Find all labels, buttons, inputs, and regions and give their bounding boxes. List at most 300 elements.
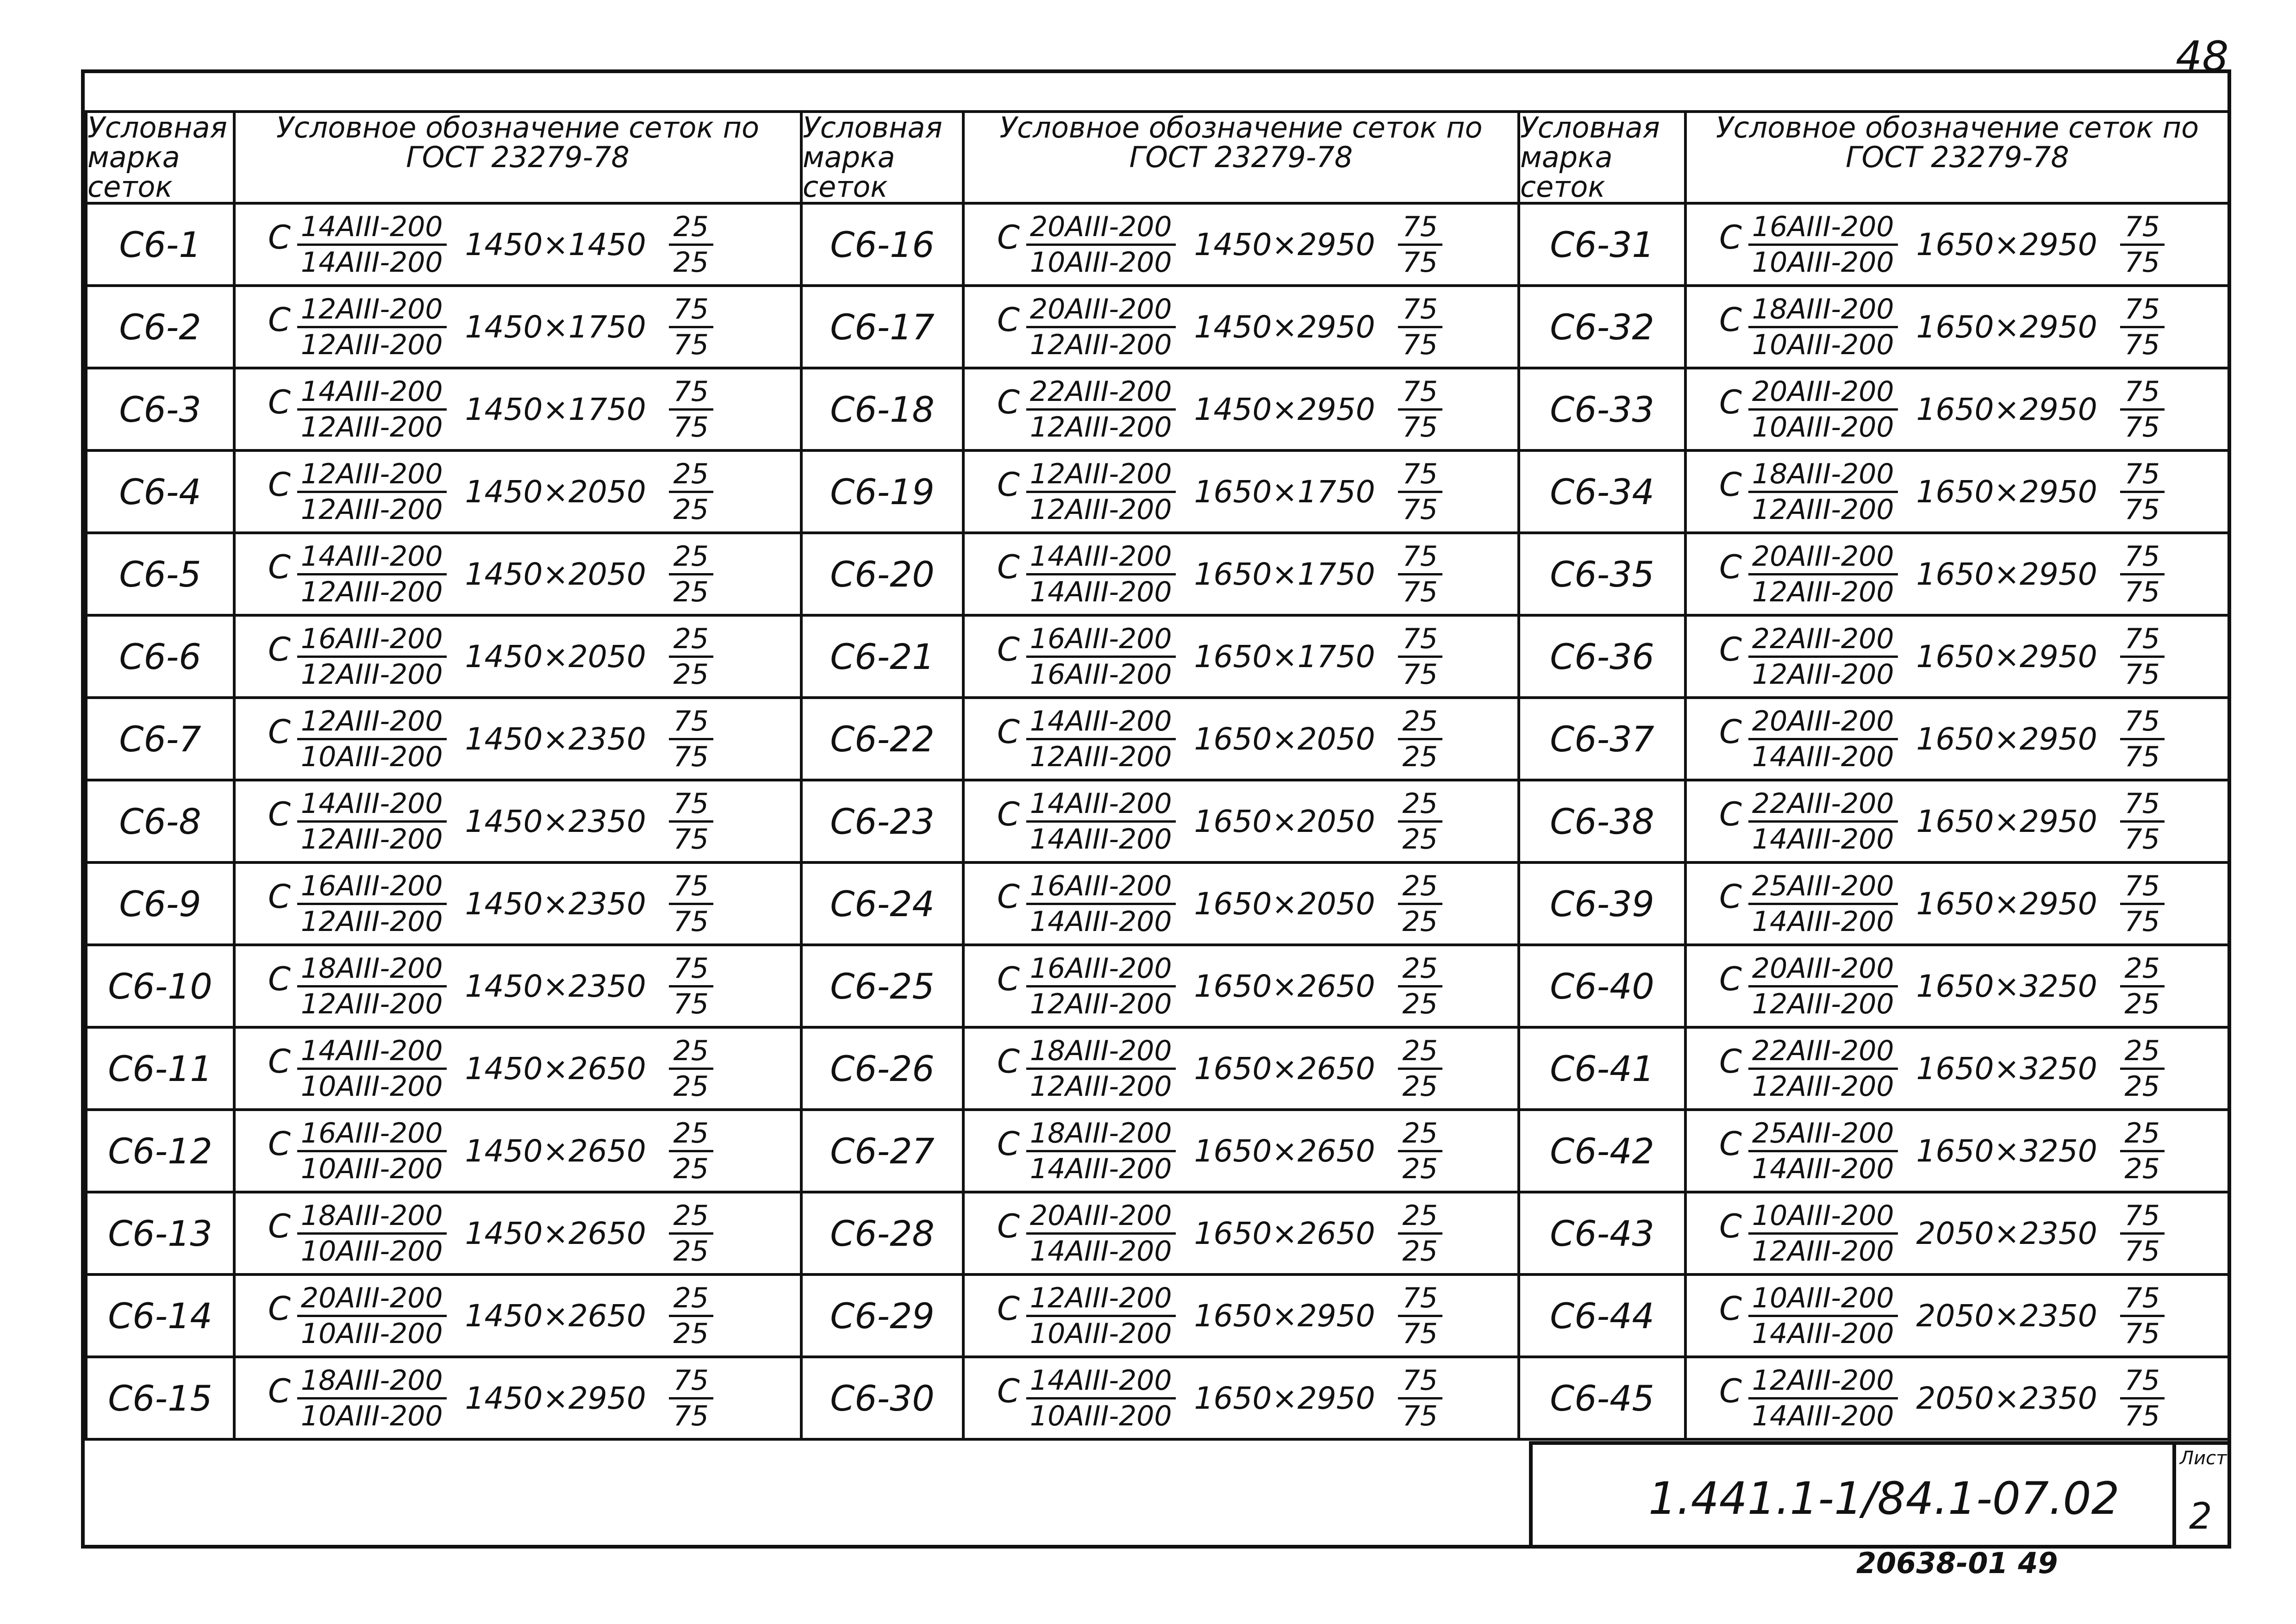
rebar-transverse: 10АIII-200 bbox=[300, 1317, 443, 1350]
mesh-dimensions: 1650×2950 bbox=[1916, 803, 2097, 839]
mesh-prefix: С bbox=[268, 1125, 291, 1163]
overhang-2: 75 bbox=[2124, 411, 2160, 443]
mesh-prefix: С bbox=[1719, 631, 1742, 668]
rebar-longitudinal: 25АIII-200 bbox=[1748, 869, 1898, 905]
overhang-fraction bbox=[669, 787, 713, 856]
overhang-2: 75 bbox=[1402, 246, 1438, 279]
mesh-designation bbox=[963, 1192, 1519, 1274]
overhang-fraction bbox=[2120, 1034, 2165, 1103]
rebar-transverse: 14АIII-200 bbox=[1752, 1152, 1894, 1185]
rebar-transverse: 10АIII-200 bbox=[300, 740, 443, 773]
rebar-fraction bbox=[1026, 375, 1176, 444]
overhang-1: 75 bbox=[1398, 457, 1442, 493]
overhang-2: 75 bbox=[673, 1399, 709, 1432]
designation-spec bbox=[965, 540, 1517, 609]
rebar-fraction bbox=[1748, 210, 1898, 279]
designation-spec bbox=[236, 787, 800, 856]
overhang-1: 75 bbox=[2120, 869, 2165, 905]
overhang-1: 75 bbox=[1398, 210, 1442, 246]
overhang-1: 25 bbox=[669, 540, 713, 575]
overhang-1: 75 bbox=[2120, 1364, 2165, 1399]
rebar-longitudinal: 18АIII-200 bbox=[1748, 293, 1898, 328]
table-row bbox=[86, 203, 2229, 286]
mesh-mark: С6-7 bbox=[86, 698, 234, 780]
mesh-designation bbox=[234, 533, 801, 615]
mesh-designation bbox=[1685, 1357, 2229, 1439]
overhang-1: 25 bbox=[669, 457, 713, 493]
mesh-prefix: С bbox=[1719, 713, 1742, 751]
overhang-2: 75 bbox=[1402, 411, 1438, 443]
overhang-1: 75 bbox=[2120, 457, 2165, 493]
mesh-dimensions: 1650×2950 bbox=[1194, 1380, 1375, 1416]
overhang-1: 75 bbox=[2120, 1281, 2165, 1317]
rebar-transverse: 10АIII-200 bbox=[1752, 246, 1894, 279]
rebar-transverse: 12АIII-200 bbox=[300, 493, 443, 526]
overhang-fraction bbox=[1398, 952, 1442, 1021]
overhang-1: 75 bbox=[1398, 540, 1442, 575]
rebar-longitudinal: 14АIII-200 bbox=[297, 787, 447, 823]
mesh-dimensions: 1650×2950 bbox=[1916, 886, 2097, 922]
mesh-prefix: С bbox=[1719, 1290, 1742, 1328]
overhang-fraction bbox=[1398, 375, 1442, 444]
mesh-prefix: С bbox=[1719, 1372, 1742, 1410]
mesh-mark: С6-37 bbox=[1519, 698, 1685, 780]
mesh-designation bbox=[963, 1110, 1519, 1192]
overhang-2: 25 bbox=[2124, 987, 2160, 1020]
designation-spec bbox=[236, 293, 800, 362]
rebar-longitudinal: 10АIII-200 bbox=[1748, 1199, 1898, 1235]
overhang-fraction bbox=[2120, 210, 2165, 279]
rebar-longitudinal: 12АIII-200 bbox=[297, 293, 447, 328]
overhang-1: 75 bbox=[1398, 1364, 1442, 1399]
rebar-transverse: 12АIII-200 bbox=[300, 575, 443, 608]
overhang-1: 75 bbox=[2120, 293, 2165, 328]
overhang-fraction bbox=[1398, 1199, 1442, 1268]
overhang-1: 75 bbox=[2120, 210, 2165, 246]
rebar-longitudinal: 10АIII-200 bbox=[1748, 1281, 1898, 1317]
mesh-prefix: С bbox=[1719, 219, 1742, 256]
overhang-2: 75 bbox=[2124, 575, 2160, 608]
overhang-2: 25 bbox=[673, 493, 709, 526]
rebar-fraction bbox=[297, 622, 447, 691]
overhang-2: 25 bbox=[673, 1317, 709, 1350]
overhang-2: 25 bbox=[673, 1152, 709, 1185]
mesh-designation bbox=[963, 945, 1519, 1027]
mesh-mark: С6-31 bbox=[1519, 203, 1685, 286]
mesh-dimensions: 1650×2950 bbox=[1916, 556, 2097, 592]
overhang-2: 75 bbox=[673, 987, 709, 1020]
rebar-transverse: 12АIII-200 bbox=[1752, 987, 1894, 1020]
mesh-dimensions: 2050×2350 bbox=[1916, 1380, 2097, 1416]
rebar-longitudinal: 18АIII-200 bbox=[297, 1199, 447, 1235]
mesh-prefix: С bbox=[997, 713, 1020, 751]
mesh-prefix: С bbox=[997, 383, 1020, 421]
rebar-transverse: 12АIII-200 bbox=[300, 823, 443, 856]
rebar-longitudinal: 12АIII-200 bbox=[297, 457, 447, 493]
rebar-fraction bbox=[1748, 869, 1898, 938]
overhang-2: 25 bbox=[1402, 905, 1438, 938]
rebar-transverse: 14АIII-200 bbox=[1029, 1152, 1172, 1185]
mesh-mark: С6-35 bbox=[1519, 533, 1685, 615]
rebar-transverse: 10АIII-200 bbox=[300, 1235, 443, 1268]
mesh-designation bbox=[963, 450, 1519, 533]
rebar-transverse: 16АIII-200 bbox=[1029, 658, 1172, 691]
mesh-mark: С6-3 bbox=[86, 368, 234, 450]
rebar-fraction bbox=[1748, 1281, 1898, 1350]
rebar-longitudinal: 18АIII-200 bbox=[297, 1364, 447, 1399]
mesh-dimensions: 1450×2650 bbox=[465, 1298, 646, 1334]
rebar-fraction bbox=[297, 869, 447, 938]
rebar-longitudinal: 22АIII-200 bbox=[1748, 787, 1898, 823]
designation-spec bbox=[236, 375, 800, 444]
rebar-transverse: 14АIII-200 bbox=[1752, 823, 1894, 856]
mesh-prefix: С bbox=[1719, 960, 1742, 998]
mesh-mark: С6-11 bbox=[86, 1027, 234, 1110]
rebar-fraction bbox=[297, 1199, 447, 1268]
rebar-longitudinal: 16АIII-200 bbox=[297, 869, 447, 905]
mesh-designation bbox=[1685, 1110, 2229, 1192]
mesh-designation bbox=[1685, 945, 2229, 1027]
designation-spec bbox=[1687, 1034, 2228, 1103]
rebar-longitudinal: 22АIII-200 bbox=[1026, 375, 1176, 411]
mesh-prefix: С bbox=[268, 548, 291, 586]
overhang-2: 25 bbox=[1402, 740, 1438, 773]
designation-spec bbox=[1687, 952, 2228, 1021]
rebar-fraction bbox=[297, 540, 447, 609]
mesh-dimensions: 1450×1750 bbox=[465, 391, 646, 427]
overhang-fraction bbox=[669, 210, 713, 279]
rebar-fraction bbox=[1026, 1199, 1176, 1268]
drawing-frame bbox=[81, 69, 2231, 1549]
overhang-1: 75 bbox=[2120, 705, 2165, 740]
mesh-dimensions: 1450×2650 bbox=[465, 1133, 646, 1169]
rebar-transverse: 10АIII-200 bbox=[1029, 1399, 1172, 1432]
designation-spec bbox=[965, 787, 1517, 856]
table-body bbox=[86, 203, 2229, 1439]
mesh-designation bbox=[963, 368, 1519, 450]
mesh-mark: С6-25 bbox=[801, 945, 963, 1027]
mesh-dimensions: 1450×2350 bbox=[465, 886, 646, 922]
table-row bbox=[86, 945, 2229, 1027]
rebar-longitudinal: 20АIII-200 bbox=[1748, 540, 1898, 575]
overhang-1: 25 bbox=[669, 622, 713, 658]
mesh-dimensions: 1650×2950 bbox=[1916, 638, 2097, 675]
mesh-designation bbox=[234, 1110, 801, 1192]
overhang-fraction bbox=[2120, 952, 2165, 1021]
mesh-designation bbox=[1685, 862, 2229, 945]
header-designation-1: Условное обозначение сеток по ГОСТ 23279-78 bbox=[234, 112, 801, 203]
table-row bbox=[86, 368, 2229, 450]
overhang-1: 75 bbox=[1398, 1281, 1442, 1317]
mesh-dimensions: 1650×3250 bbox=[1916, 1050, 2097, 1087]
mesh-designation bbox=[1685, 780, 2229, 862]
header-mark-3: Условная марка сеток bbox=[1519, 112, 1685, 203]
mesh-designation bbox=[234, 1192, 801, 1274]
header-mark-1: Условная марка сеток bbox=[86, 112, 234, 203]
mesh-dimensions: 1650×1750 bbox=[1194, 474, 1375, 510]
rebar-longitudinal: 22АIII-200 bbox=[1748, 1034, 1898, 1070]
overhang-fraction bbox=[669, 1281, 713, 1350]
mesh-designation bbox=[963, 862, 1519, 945]
rebar-transverse: 14АIII-200 bbox=[1029, 1235, 1172, 1268]
rebar-fraction bbox=[1748, 293, 1898, 362]
rebar-transverse: 14АIII-200 bbox=[1752, 1399, 1894, 1432]
overhang-1: 25 bbox=[1398, 1199, 1442, 1235]
mesh-mark: С6-12 bbox=[86, 1110, 234, 1192]
overhang-1: 75 bbox=[669, 1364, 713, 1399]
mesh-designation bbox=[1685, 450, 2229, 533]
rebar-longitudinal: 16АIII-200 bbox=[1026, 952, 1176, 987]
rebar-longitudinal: 20АIII-200 bbox=[1748, 375, 1898, 411]
rebar-transverse: 10АIII-200 bbox=[300, 1152, 443, 1185]
mesh-prefix: С bbox=[268, 219, 291, 256]
mesh-dimensions: 1450×1750 bbox=[465, 309, 646, 345]
designation-spec bbox=[965, 1117, 1517, 1186]
mesh-table bbox=[85, 110, 2231, 1441]
mesh-prefix: С bbox=[997, 301, 1020, 339]
mesh-mark: С6-4 bbox=[86, 450, 234, 533]
overhang-2: 75 bbox=[2124, 658, 2160, 691]
mesh-dimensions: 1650×2650 bbox=[1194, 1133, 1375, 1169]
rebar-longitudinal: 14АIII-200 bbox=[297, 375, 447, 411]
overhang-2: 75 bbox=[1402, 575, 1438, 608]
designation-spec bbox=[1687, 1199, 2228, 1268]
mesh-mark: С6-17 bbox=[801, 286, 963, 368]
mesh-dimensions: 1450×2050 bbox=[465, 638, 646, 675]
mesh-mark: С6-10 bbox=[86, 945, 234, 1027]
overhang-2: 75 bbox=[2124, 328, 2160, 361]
rebar-transverse: 10АIII-200 bbox=[1752, 411, 1894, 443]
mesh-dimensions: 2050×2350 bbox=[1916, 1298, 2097, 1334]
rebar-transverse: 12АIII-200 bbox=[1029, 1070, 1172, 1103]
designation-spec bbox=[965, 293, 1517, 362]
table-row bbox=[86, 450, 2229, 533]
rebar-fraction bbox=[1026, 1034, 1176, 1103]
overhang-2: 75 bbox=[1402, 1317, 1438, 1350]
mesh-designation bbox=[234, 1357, 801, 1439]
rebar-fraction bbox=[1026, 1364, 1176, 1433]
mesh-mark: С6-26 bbox=[801, 1027, 963, 1110]
overhang-1: 25 bbox=[2120, 1117, 2165, 1152]
overhang-fraction bbox=[2120, 1117, 2165, 1186]
mesh-dimensions: 1450×2950 bbox=[465, 1380, 646, 1416]
sheet-value: 2 bbox=[2189, 1496, 2212, 1537]
designation-spec bbox=[1687, 1281, 2228, 1350]
designation-spec bbox=[236, 1281, 800, 1350]
mesh-designation bbox=[1685, 615, 2229, 698]
rebar-longitudinal: 14АIII-200 bbox=[1026, 705, 1176, 740]
mesh-dimensions: 1450×2350 bbox=[465, 968, 646, 1004]
rebar-transverse: 10АIII-200 bbox=[1029, 1317, 1172, 1350]
designation-spec bbox=[965, 869, 1517, 938]
overhang-2: 75 bbox=[2124, 246, 2160, 279]
table-row bbox=[86, 533, 2229, 615]
mesh-dimensions: 1650×2050 bbox=[1194, 721, 1375, 757]
rebar-longitudinal: 16АIII-200 bbox=[1026, 869, 1176, 905]
mesh-mark: С6-45 bbox=[1519, 1357, 1685, 1439]
rebar-fraction bbox=[1026, 787, 1176, 856]
overhang-fraction bbox=[2120, 540, 2165, 609]
designation-spec bbox=[236, 952, 800, 1021]
overhang-2: 75 bbox=[2124, 1399, 2160, 1432]
mesh-mark: С6-39 bbox=[1519, 862, 1685, 945]
mesh-mark: С6-8 bbox=[86, 780, 234, 862]
rebar-fraction bbox=[297, 457, 447, 526]
mesh-designation bbox=[1685, 1274, 2229, 1357]
rebar-longitudinal: 16АIII-200 bbox=[1026, 622, 1176, 658]
overhang-fraction bbox=[669, 705, 713, 774]
rebar-transverse: 12АIII-200 bbox=[1029, 740, 1172, 773]
overhang-fraction bbox=[1398, 210, 1442, 279]
rebar-fraction bbox=[1026, 1281, 1176, 1350]
designation-spec bbox=[1687, 540, 2228, 609]
overhang-fraction bbox=[669, 540, 713, 609]
overhang-2: 75 bbox=[2124, 1317, 2160, 1350]
mesh-mark: С6-43 bbox=[1519, 1192, 1685, 1274]
overhang-2: 75 bbox=[2124, 493, 2160, 526]
rebar-fraction bbox=[1748, 1364, 1898, 1433]
mesh-mark: С6-27 bbox=[801, 1110, 963, 1192]
mesh-prefix: С bbox=[268, 383, 291, 421]
mesh-designation bbox=[234, 945, 801, 1027]
designation-spec bbox=[1687, 1117, 2228, 1186]
designation-spec bbox=[236, 1117, 800, 1186]
overhang-1: 75 bbox=[669, 952, 713, 987]
overhang-fraction bbox=[1398, 1034, 1442, 1103]
overhang-2: 25 bbox=[2124, 1152, 2160, 1185]
table-header-row bbox=[86, 112, 2229, 203]
overhang-fraction bbox=[1398, 787, 1442, 856]
mesh-designation bbox=[963, 780, 1519, 862]
mesh-prefix: С bbox=[1719, 878, 1742, 916]
designation-spec bbox=[1687, 293, 2228, 362]
rebar-longitudinal: 20АIII-200 bbox=[1026, 1199, 1176, 1235]
mesh-designation bbox=[234, 698, 801, 780]
designation-spec bbox=[236, 1364, 800, 1433]
overhang-fraction bbox=[1398, 1117, 1442, 1186]
rebar-longitudinal: 14АIII-200 bbox=[297, 540, 447, 575]
overhang-fraction bbox=[669, 293, 713, 362]
mesh-mark: С6-23 bbox=[801, 780, 963, 862]
mesh-dimensions: 1450×2950 bbox=[1194, 226, 1375, 262]
overhang-2: 75 bbox=[673, 328, 709, 361]
rebar-fraction bbox=[1026, 869, 1176, 938]
designation-spec bbox=[965, 622, 1517, 691]
document-code: 1.441.1-1/84.1-07.02 bbox=[1648, 1473, 2120, 1524]
overhang-1: 75 bbox=[2120, 540, 2165, 575]
overhang-2: 75 bbox=[2124, 1235, 2160, 1268]
mesh-prefix: С bbox=[997, 1290, 1020, 1328]
mesh-mark: С6-19 bbox=[801, 450, 963, 533]
table-row bbox=[86, 1357, 2229, 1439]
mesh-mark: С6-13 bbox=[86, 1192, 234, 1274]
mesh-designation bbox=[1685, 698, 2229, 780]
designation-spec bbox=[965, 375, 1517, 444]
mesh-designation bbox=[234, 615, 801, 698]
mesh-prefix: С bbox=[1719, 1207, 1742, 1245]
mesh-mark: С6-24 bbox=[801, 862, 963, 945]
rebar-transverse: 12АIII-200 bbox=[1752, 493, 1894, 526]
mesh-dimensions: 1450×2350 bbox=[465, 721, 646, 757]
table-row bbox=[86, 1110, 2229, 1192]
overhang-fraction bbox=[2120, 1364, 2165, 1433]
mesh-prefix: С bbox=[268, 960, 291, 998]
header-mark-2: Условная марка сеток bbox=[801, 112, 963, 203]
designation-spec bbox=[965, 210, 1517, 279]
overhang-fraction bbox=[669, 1034, 713, 1103]
designation-spec bbox=[1687, 705, 2228, 774]
rebar-longitudinal: 18АIII-200 bbox=[297, 952, 447, 987]
mesh-prefix: С bbox=[1719, 466, 1742, 504]
rebar-fraction bbox=[297, 787, 447, 856]
mesh-mark: С6-29 bbox=[801, 1274, 963, 1357]
rebar-fraction bbox=[1026, 210, 1176, 279]
overhang-fraction bbox=[2120, 457, 2165, 526]
mesh-designation bbox=[963, 615, 1519, 698]
overhang-fraction bbox=[1398, 540, 1442, 609]
rebar-longitudinal: 14АIII-200 bbox=[297, 210, 447, 246]
mesh-dimensions: 1450×2950 bbox=[1194, 391, 1375, 427]
overhang-fraction bbox=[1398, 293, 1442, 362]
mesh-designation bbox=[234, 1027, 801, 1110]
table-row bbox=[86, 1274, 2229, 1357]
rebar-transverse: 12АIII-200 bbox=[300, 411, 443, 443]
mesh-mark: С6-30 bbox=[801, 1357, 963, 1439]
overhang-1: 75 bbox=[669, 705, 713, 740]
mesh-prefix: С bbox=[268, 1372, 291, 1410]
mesh-prefix: С bbox=[997, 795, 1020, 833]
mesh-prefix: С bbox=[997, 548, 1020, 586]
designation-spec bbox=[965, 1199, 1517, 1268]
rebar-fraction bbox=[297, 375, 447, 444]
designation-spec bbox=[236, 1034, 800, 1103]
overhang-2: 25 bbox=[1402, 987, 1438, 1020]
designation-spec bbox=[236, 622, 800, 691]
overhang-1: 25 bbox=[669, 1281, 713, 1317]
mesh-dimensions: 1650×2950 bbox=[1194, 1298, 1375, 1334]
mesh-prefix: С bbox=[997, 878, 1020, 916]
mesh-dimensions: 1650×2650 bbox=[1194, 1050, 1375, 1087]
overhang-2: 25 bbox=[673, 658, 709, 691]
rebar-transverse: 12АIII-200 bbox=[300, 328, 443, 361]
rebar-fraction bbox=[297, 1281, 447, 1350]
overhang-fraction bbox=[2120, 375, 2165, 444]
overhang-2: 75 bbox=[673, 411, 709, 443]
mesh-designation bbox=[234, 203, 801, 286]
mesh-mark: С6-16 bbox=[801, 203, 963, 286]
rebar-longitudinal: 20АIII-200 bbox=[297, 1281, 447, 1317]
mesh-dimensions: 1650×2650 bbox=[1194, 968, 1375, 1004]
mesh-designation bbox=[1685, 533, 2229, 615]
designation-spec bbox=[965, 952, 1517, 1021]
rebar-longitudinal: 25АIII-200 bbox=[1748, 1117, 1898, 1152]
mesh-dimensions: 1450×1450 bbox=[465, 226, 646, 262]
overhang-2: 75 bbox=[1402, 493, 1438, 526]
overhang-fraction bbox=[1398, 869, 1442, 938]
overhang-fraction bbox=[2120, 622, 2165, 691]
designation-spec bbox=[1687, 457, 2228, 526]
mesh-dimensions: 1650×2650 bbox=[1194, 1215, 1375, 1251]
designation-spec bbox=[236, 457, 800, 526]
rebar-fraction bbox=[1748, 1199, 1898, 1268]
rebar-longitudinal: 12АIII-200 bbox=[297, 705, 447, 740]
mesh-mark: С6-20 bbox=[801, 533, 963, 615]
header-designation-3: Условное обозначение сеток по ГОСТ 23279-78 bbox=[1685, 112, 2229, 203]
designation-spec bbox=[236, 210, 800, 279]
mesh-designation bbox=[963, 1027, 1519, 1110]
mesh-mark: С6-1 bbox=[86, 203, 234, 286]
overhang-fraction bbox=[1398, 1364, 1442, 1433]
